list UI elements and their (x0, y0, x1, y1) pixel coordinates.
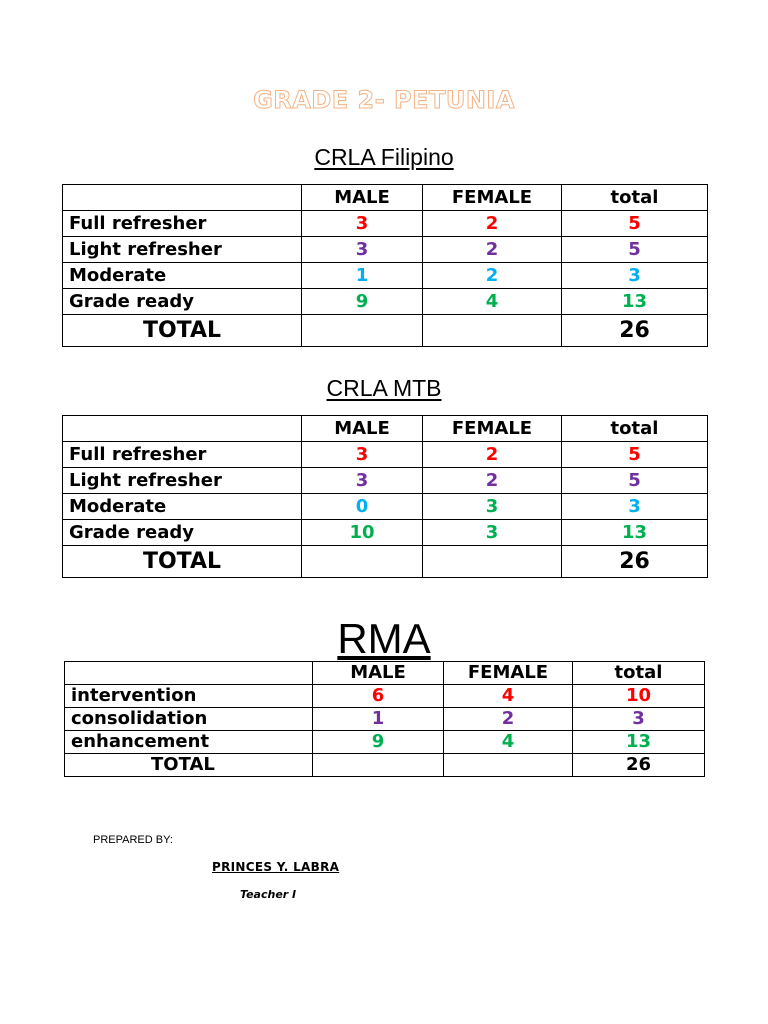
total-value: 5 (562, 237, 708, 263)
rma-table (64, 661, 705, 777)
female-value: 3 (423, 520, 562, 546)
crla-filipino-table (62, 184, 708, 347)
female-value: 4 (423, 289, 562, 315)
row-label: Grade ready (63, 289, 302, 315)
female-value: 2 (444, 708, 573, 731)
male-value: 9 (302, 289, 423, 315)
total-row (63, 315, 708, 347)
table-row (63, 442, 708, 468)
crla-filipino-heading: CRLA Filipino (314, 144, 454, 170)
total-value: 5 (562, 442, 708, 468)
male-value: 10 (302, 520, 423, 546)
total-value: 10 (573, 685, 705, 708)
grand-total: 26 (573, 754, 705, 777)
male-value: 3 (302, 211, 423, 237)
total-row (65, 754, 705, 777)
row-label: Moderate (63, 494, 302, 520)
female-value: 2 (423, 442, 562, 468)
total-male (313, 754, 444, 777)
row-label: Light refresher (63, 468, 302, 494)
male-value: 1 (302, 263, 423, 289)
rma-heading: RMA (337, 615, 431, 662)
female-value: 2 (423, 211, 562, 237)
table-row (63, 468, 708, 494)
header-cell-total: total (562, 185, 708, 211)
total-label: TOTAL (63, 546, 302, 578)
row-label: consolidation (65, 708, 313, 731)
table-row (65, 731, 705, 754)
header-cell-male: MALE (302, 416, 423, 442)
row-label: Light refresher (63, 237, 302, 263)
row-label: Grade ready (63, 520, 302, 546)
grand-total: 26 (562, 546, 708, 578)
total-value: 3 (562, 263, 708, 289)
total-value: 5 (562, 468, 708, 494)
total-male (302, 546, 423, 578)
total-value: 5 (562, 211, 708, 237)
row-label: Full refresher (63, 211, 302, 237)
female-value: 4 (444, 685, 573, 708)
prepared-by-label: PREPARED BY: (93, 834, 173, 846)
header-cell (63, 416, 302, 442)
header-cell-total: total (573, 662, 705, 685)
table-row (65, 708, 705, 731)
table-row (63, 211, 708, 237)
male-value: 6 (313, 685, 444, 708)
table-row (63, 289, 708, 315)
row-label: Moderate (63, 263, 302, 289)
male-value: 0 (302, 494, 423, 520)
female-value: 2 (423, 263, 562, 289)
total-value: 13 (562, 289, 708, 315)
table-header-row (65, 662, 705, 685)
male-value: 3 (302, 442, 423, 468)
header-cell-male: MALE (302, 185, 423, 211)
table-row (63, 520, 708, 546)
table-row (63, 237, 708, 263)
female-value: 3 (423, 494, 562, 520)
total-label: TOTAL (63, 315, 302, 347)
row-label: Full refresher (63, 442, 302, 468)
total-female (423, 315, 562, 347)
header-cell (63, 185, 302, 211)
total-value: 13 (573, 731, 705, 754)
table-header-row (63, 416, 708, 442)
header-cell (65, 662, 313, 685)
total-value: 13 (562, 520, 708, 546)
table-header-row (63, 185, 708, 211)
crla-mtb-table (62, 415, 708, 578)
total-value: 3 (562, 494, 708, 520)
female-value: 2 (423, 468, 562, 494)
table-row (65, 685, 705, 708)
total-female (444, 754, 573, 777)
total-female (423, 546, 562, 578)
header-cell-female: FEMALE (423, 416, 562, 442)
total-row (63, 546, 708, 578)
row-label: enhancement (65, 731, 313, 754)
preparer-name: PRINCES Y. LABRA (212, 860, 340, 874)
preparer-position: Teacher I (240, 888, 297, 901)
header-cell-female: FEMALE (423, 185, 562, 211)
female-value: 2 (423, 237, 562, 263)
row-label: intervention (65, 685, 313, 708)
total-value: 3 (573, 708, 705, 731)
crla-mtb-heading: CRLA MTB (326, 375, 442, 401)
header-cell-total: total (562, 416, 708, 442)
male-value: 3 (302, 468, 423, 494)
male-value: 3 (302, 237, 423, 263)
total-male (302, 315, 423, 347)
female-value: 4 (444, 731, 573, 754)
document-title: GRADE 2- PETUNIA (253, 86, 515, 114)
table-row (63, 263, 708, 289)
male-value: 1 (313, 708, 444, 731)
grand-total: 26 (562, 315, 708, 347)
table-row (63, 494, 708, 520)
header-cell-male: MALE (313, 662, 444, 685)
total-label: TOTAL (65, 754, 313, 777)
header-cell-female: FEMALE (444, 662, 573, 685)
male-value: 9 (313, 731, 444, 754)
